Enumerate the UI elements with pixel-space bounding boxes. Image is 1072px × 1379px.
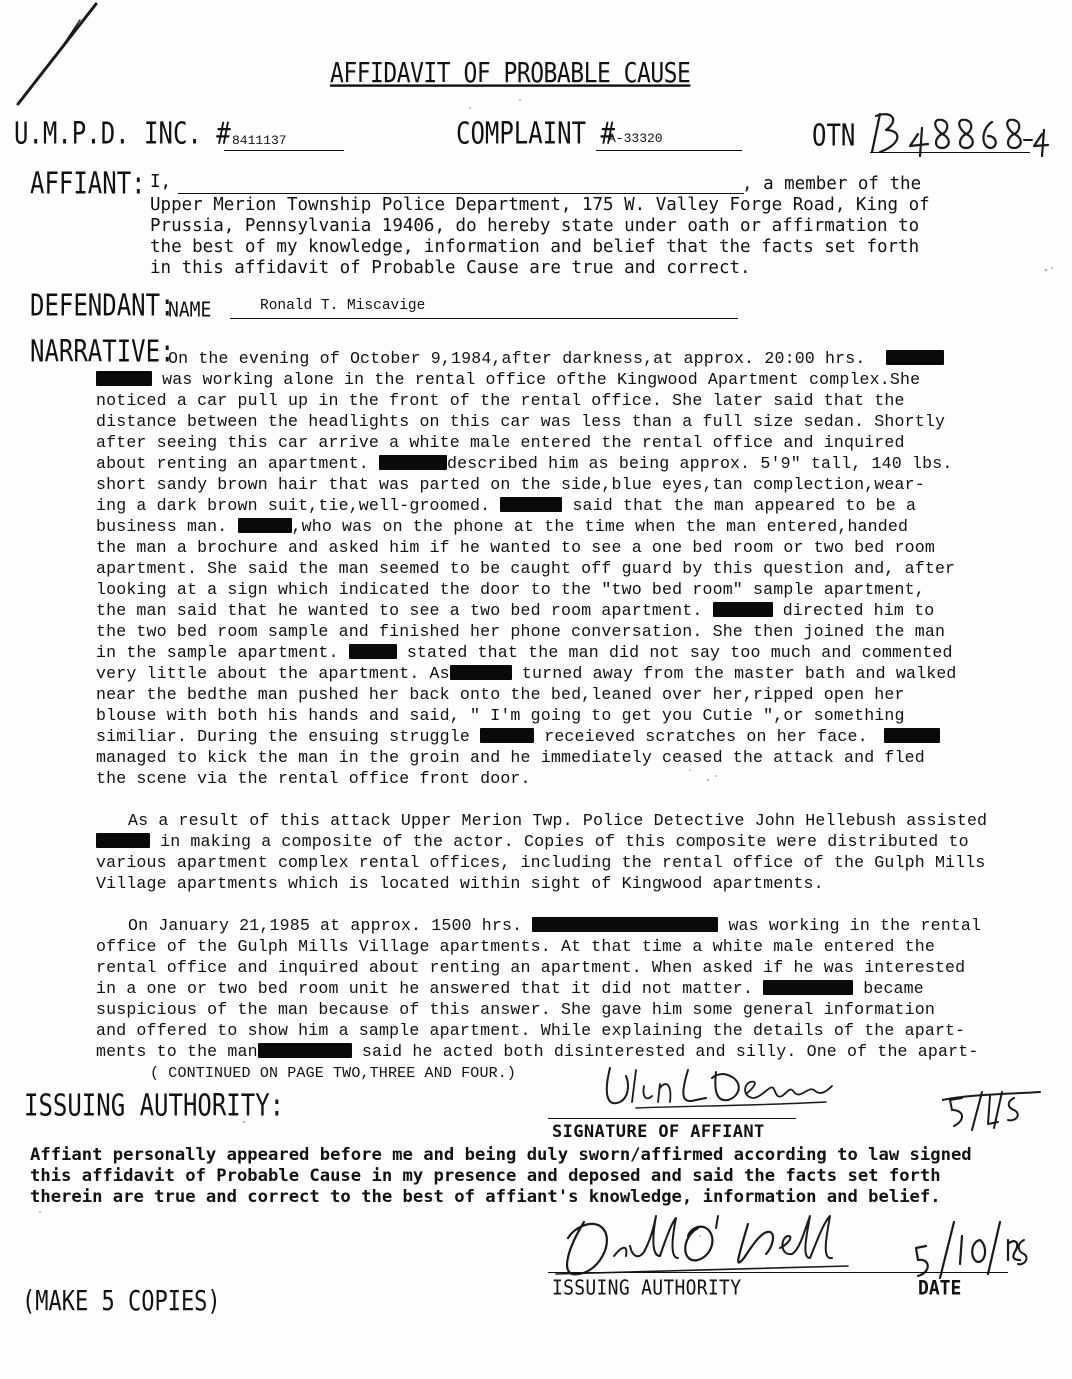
affiant-line-1: Upper Merion Township Police Department, 175 W. Valley Forge Road, King of xyxy=(150,195,930,215)
narrative-text: said he acted both disinterested and silly. One of the apart- xyxy=(361,1042,979,1061)
narrative-p1-line-12: looking at a sign which indicated the door to the "two bed room" sample apartment, xyxy=(96,580,925,599)
narrative-text: about renting an apartment. xyxy=(96,454,369,473)
narrative-text: was working in the rental xyxy=(728,916,982,935)
narrative-text: turned away from the master bath and walked xyxy=(521,664,957,683)
narrative-text: On January 21,1985 at approx. 1500 hrs. xyxy=(128,916,523,935)
narrative-text: ing a dark brown suit,tie,well-groomed. xyxy=(96,496,491,515)
make-copies-note: (MAKE 5 COPIES) xyxy=(22,1286,221,1318)
complaint-label: COMPLAINT # xyxy=(456,116,615,151)
date-caption: DATE xyxy=(918,1277,962,1301)
narrative-text: receieved scratches on her face. xyxy=(544,727,868,746)
narrative-text: in a one or two bed room unit he answered that it did not matter. xyxy=(96,979,754,998)
defendant-label: DEFENDANT: xyxy=(30,288,175,323)
narrative-p1-line-14: the two bed room sample and finished her phone conversation. She then joined the man xyxy=(96,622,946,641)
umpd-label: U.M.P.D. INC. # xyxy=(14,116,231,151)
affiant-line-3: the best of my knowledge, information and belief that the facts set forth xyxy=(150,237,920,257)
narrative-p1-line-18: blouse with both his hands and said, " I'm going to get you Cutie ",or something xyxy=(96,706,905,725)
narrative-p3-line-5: suspicious of the man because of this answer. She gave him some general information xyxy=(96,1000,935,1019)
continued-note: ( CONTINUED ON PAGE TWO,THREE AND FOUR.) xyxy=(150,1065,517,1082)
narrative-p3-line-3: rental office and inquired about renting an apartment. When asked if he was interested xyxy=(96,958,966,977)
narrative-text: in making a composite of the actor. Copies of this composite were distributed to xyxy=(160,832,969,851)
document-title: AFFIDAVIT OF PROBABLE CAUSE xyxy=(330,58,691,90)
narrative-p1-line-11: apartment. She said the man seemed to be caught off guard by this question and, after xyxy=(96,559,956,578)
narrative-p1-line-10: the man a brochure and asked him if he wanted to see a one bed room or two bed room xyxy=(96,538,935,557)
complaint-value: A-33320 xyxy=(608,131,663,146)
narrative-p1-line-17: near the bedthe man pushed her back onto the bed,leaned over her,ripped open her xyxy=(96,685,905,704)
narrative-p1-line-3: noticed a car pull up in the front of the rental office. She later said that the xyxy=(96,391,905,410)
narrative-text: directed him to xyxy=(782,601,935,620)
narrative-p2-line-3: various apartment complex rental offices, including the rental office of the Gulph Mills xyxy=(96,853,986,872)
narrative-text: was working alone in the rental office ofthe Kingwood Apartment complex.She xyxy=(162,370,921,389)
narrative-text: the man said that he wanted to see a two bed room apartment. xyxy=(96,601,703,620)
narrative-p1-line-20: managed to kick the man in the groin and he immediately ceased the attack and fled xyxy=(96,748,925,767)
affiant-suffix: , a member of the xyxy=(742,174,922,194)
affiant-line-4: in this affidavit of Probable Cause are true and correct. xyxy=(150,258,751,278)
narrative-text: became xyxy=(863,979,924,998)
affiant-prefix: I, xyxy=(150,172,172,192)
oath-line-1: Affiant personally appeared before me and being duly sworn/affirmed according to law signed xyxy=(30,1145,972,1165)
narrative-text: ,who was on the phone at the time when the man entered,handed xyxy=(291,517,909,536)
affiant-label: AFFIANT: xyxy=(30,166,146,201)
narrative-p2-line-4: Village apartments which is located within sight of Kingwood apartments. xyxy=(96,874,824,893)
narrative-text: in the sample apartment. xyxy=(96,643,339,662)
defendant-name-label: NAME xyxy=(168,298,212,323)
narrative-text: On the evening of October 9,1984,after darkness,at approx. 20:00 hrs. xyxy=(168,349,866,368)
narrative-text: described him as being approx. 5'9" tall, 140 lbs. xyxy=(447,454,953,473)
narrative-label: NARRATIVE: xyxy=(30,334,175,369)
narrative-text: very little about the apartment. As xyxy=(96,664,450,683)
narrative-p1-line-5: after seeing this car arrive a white male entered the rental office and inquired xyxy=(96,433,905,452)
affiant-line-2: Prussia, Pennsylvania 19406, do hereby state under oath or affirmation to xyxy=(150,216,920,236)
issuing-authority-caption: ISSUING AUTHORITY xyxy=(552,1276,742,1301)
narrative-p1-line-7: short sandy brown hair that was parted on the side,blue eyes,tan complection,wear- xyxy=(96,475,925,494)
umpd-value: 8411137 xyxy=(232,133,287,148)
otn-label: OTN xyxy=(812,118,856,153)
narrative-p3-line-6: and offered to show him a sample apartment. While explaining the details of the apart- xyxy=(96,1021,966,1040)
oath-line-2: this affidavit of Probable Cause in my presence and deposed and said the facts set forth xyxy=(30,1166,941,1186)
narrative-p1-line-21: the scene via the rental office front door. xyxy=(96,769,531,788)
narrative-text: said that the man appeared to be a xyxy=(572,496,917,515)
narrative-p2-line-1: As a result of this attack Upper Merion Twp. Police Detective John Hellebush assisted xyxy=(128,811,988,830)
narrative-text: stated that the man did not say too much and commented xyxy=(406,643,953,662)
narrative-text: business man. xyxy=(96,517,228,536)
narrative-text: similiar. During the ensuing struggle xyxy=(96,727,470,746)
narrative-p1-line-4: distance between the headlights on this car was less than a full size sedan. Shortly xyxy=(96,412,946,431)
oath-line-3: therein are true and correct to the best of affiant's knowledge, information and belief. xyxy=(30,1187,941,1207)
issuing-authority-label: ISSUING AUTHORITY: xyxy=(24,1088,285,1123)
narrative-p3-line-2: office of the Gulph Mills Village apartments. At that time a white male entered the xyxy=(96,937,935,956)
defendant-name-value: Ronald T. Miscavige xyxy=(260,298,426,314)
narrative-text: ments to the man xyxy=(96,1042,258,1061)
signature-of-affiant-label: SIGNATURE OF AFFIANT xyxy=(552,1122,765,1142)
